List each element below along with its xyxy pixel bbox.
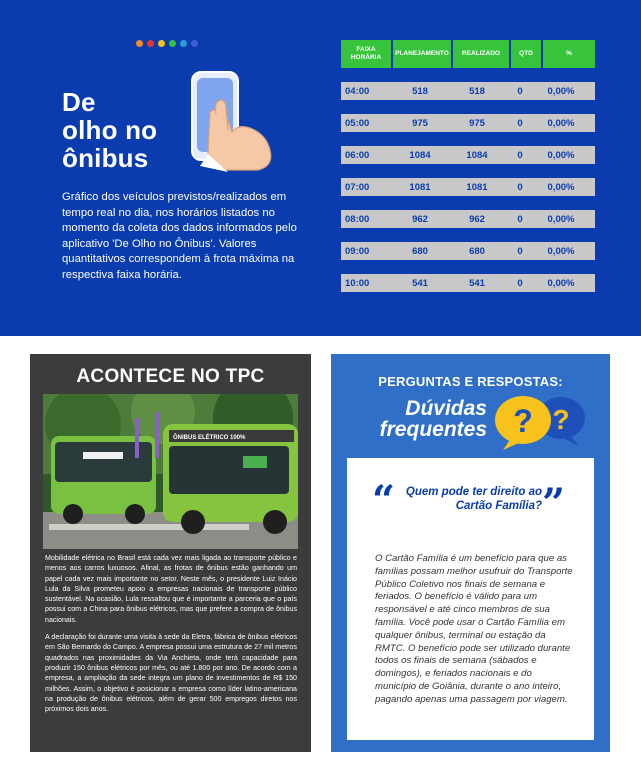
banner-description: Gráfico dos veículos previstos/realizados em tempo real no dia, nos horários listados no momento da coleta dos dados informados pelo aplicativo 'De Olho no Ônibus'. Valores quantitativos correspondem à frota máxima na respectiva faixa horária.: [62, 191, 297, 281]
color-dot: [136, 40, 143, 47]
schedule-row: [341, 274, 595, 292]
schedule-row: [341, 82, 595, 100]
cell-time: 04:00: [345, 85, 370, 97]
header-planejamento: PLANEJAMENTO: [393, 40, 451, 68]
cell-planned: 680: [412, 245, 428, 257]
cell-planned: 1084: [409, 149, 431, 161]
news-paragraph: A declaração foi durante uma visita à sede da Eletra, fábrica de ônibus elétricos em São Bernardo do Campo. A empresa possui uma estrutura de 27 mil metros quadrados nas proximidades da Via Anchieta, onde terá capacidade para produzir 150 ônibus elétricos por mês, ou até 1.800 por ano. De acordo com a empresa, a ampliação da sede integra um plano de investimentos de R$ 150 milhões. Assim, o objetivo é posicionar a empresa como líder latino-americana na produção de ônibus elétricos, além de gerar 500 empregos diretos nos próximos dois anos.: [45, 633, 297, 714]
cell-realized: 1081: [466, 181, 488, 193]
close-quote-icon: ”: [542, 480, 566, 527]
cell-percent: 0,00%: [547, 213, 575, 225]
cell-percent: 0,00%: [547, 181, 575, 193]
schedule-table: [341, 40, 595, 289]
header-realizado: REALIZADO: [453, 40, 509, 68]
cell-planned: 541: [412, 277, 428, 289]
news-article: [45, 553, 297, 721]
cell-time: 05:00: [345, 117, 370, 129]
color-dots: [136, 40, 198, 47]
schedule-row: [341, 178, 595, 196]
faq-kicker: PERGUNTAS E RESPOSTAS:: [378, 374, 563, 389]
cell-qtd: 0: [517, 149, 523, 161]
color-dot: [191, 40, 198, 47]
faq-answer: O Cartão Família é um benefício para que as famílias possam melhor usufruir do Transporte Público Coletivo nos finais de semana e feriados. O benefício é válido para um responsável e até cinco membros de sua família. Você pode usar o Cartão Família em qualquer ônibus, terminal ou estação da RMTC. O benefício pode ser utilizado durante todos os finais de semana (sábados e domingos), e feriados nacionais e do município de Goiânia, durante o ano inteiro, pagando apenas uma passagem por viagem.: [375, 553, 573, 705]
hand-phone-icon: [170, 62, 280, 172]
color-dot: [169, 40, 176, 47]
cell-planned: 1081: [409, 181, 431, 193]
cell-realized: 962: [469, 213, 485, 225]
color-dot: [158, 40, 165, 47]
question-bubbles-icon: [481, 392, 591, 450]
open-quote-icon: “: [372, 477, 396, 524]
schedule-header-row: [341, 40, 595, 68]
cell-qtd: 0: [517, 213, 523, 225]
cell-time: 07:00: [345, 181, 370, 193]
electric-bus-photo: [43, 394, 298, 549]
cell-percent: 0,00%: [547, 85, 575, 97]
svg-text:?: ?: [552, 404, 570, 435]
faq-question: Quem pode ter direito ao Cartão Família?: [405, 486, 542, 512]
news-panel: [30, 354, 311, 752]
banner-title: De olho no ônibus: [62, 87, 158, 173]
faq-card: [347, 458, 594, 740]
cell-realized: 975: [469, 117, 485, 129]
cell-percent: 0,00%: [547, 277, 575, 289]
color-dot: [180, 40, 187, 47]
header-faixa-horaria: FAIXA HORÁRIA: [341, 40, 391, 68]
cell-qtd: 0: [517, 117, 523, 129]
news-heading: ACONTECE NO TPC: [76, 366, 265, 387]
cell-planned: 975: [412, 117, 428, 129]
cell-qtd: 0: [517, 181, 523, 193]
cell-time: 10:00: [345, 277, 370, 289]
cell-percent: 0,00%: [547, 149, 575, 161]
bus-illustration: [43, 394, 298, 549]
cell-realized: 518: [469, 85, 485, 97]
bus-sign-text: ÔNIBUS ELÉTRICO 100%: [173, 435, 246, 441]
color-dot: [147, 40, 154, 47]
svg-text:?: ?: [513, 403, 533, 439]
top-banner: [0, 0, 641, 336]
cell-planned: 518: [412, 85, 428, 97]
cell-qtd: 0: [517, 85, 523, 97]
cell-qtd: 0: [517, 277, 523, 289]
schedule-row: [341, 242, 595, 260]
cell-percent: 0,00%: [547, 117, 575, 129]
cell-qtd: 0: [517, 245, 523, 257]
faq-title: Dúvidas frequentes: [379, 397, 487, 441]
cell-time: 09:00: [345, 245, 370, 257]
cell-planned: 962: [412, 213, 428, 225]
cell-percent: 0,00%: [547, 245, 575, 257]
schedule-row: [341, 210, 595, 228]
cell-realized: 541: [469, 277, 485, 289]
cell-time: 08:00: [345, 213, 370, 225]
header-percent: %: [543, 40, 595, 68]
header-qtd: QTD: [511, 40, 541, 68]
cell-realized: 680: [469, 245, 485, 257]
schedule-row: [341, 114, 595, 132]
news-paragraph: Mobilidade elétrica no Brasil está cada vez mais ligada ao transporte público e menos aos carros luxuosos. Afinal, as frotas de ônibus estão ganhando um papel cada vez mais importante no setor. Neste mês, o presidente Luiz Inácio Lula da Silva prometeu apoio a empresas nacionais de transporte público sustentável. Na ocasião, Lula ressaltou que é importante a parceria que o país possui com a China para ônibus elétricos, mas que prefere a compra de ônibus nacionais.: [45, 554, 297, 624]
schedule-row: [341, 146, 595, 164]
cell-time: 06:00: [345, 149, 370, 161]
cell-realized: 1084: [466, 149, 488, 161]
faq-panel: [331, 354, 610, 752]
